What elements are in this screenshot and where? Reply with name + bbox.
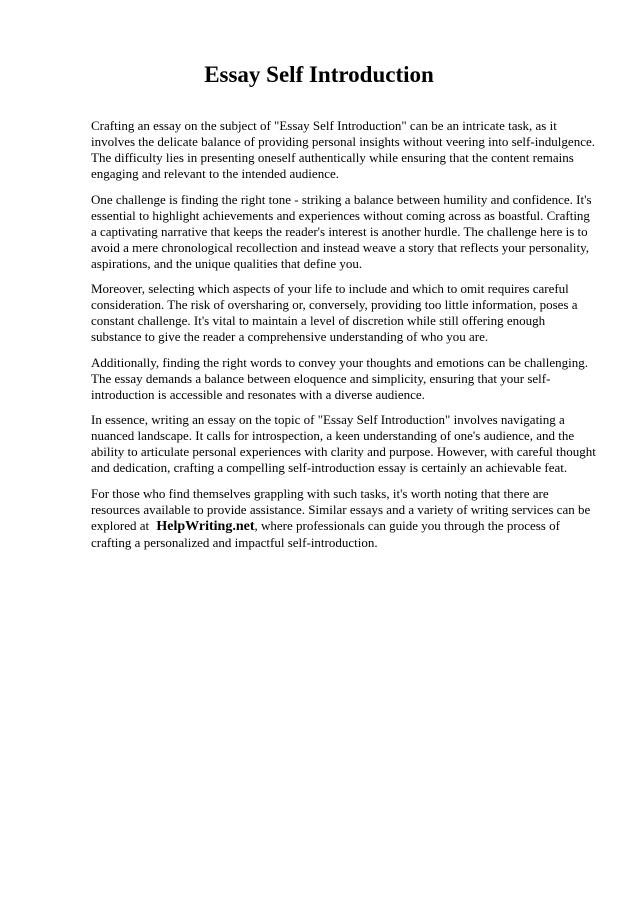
- paragraph-3: Moreover, selecting which aspects of your life to include and which to omit requires careful consideration. The risk of oversharing or, conversely, providing too little information, poses a constant challenge. It's vital to maintain a level of discretion while still offering enough substance to give the reader a comprehensive understanding of who you are.: [91, 281, 578, 344]
- document-body: [91, 118, 596, 560]
- paragraph-5: In essence, writing an essay on the topic of "Essay Self Introduction" involves navigating a nuanced landscape. It calls for introspection, a keen understanding of one's audience, and the ability to articulate personal experiences with clarity and purpose. However, with careful thought and dedication, crafting a compelling self-introduction essay is certainly an achievable feat.: [91, 412, 596, 475]
- paragraph-6-text-after-link: , where professionals can guide you through the process of crafting a personalized and impactful self-introduction.: [91, 517, 560, 550]
- helpwriting-link[interactable]: HelpWriting.net: [156, 518, 255, 534]
- paragraph-6-text-before-link: For those who find themselves grappling with such tasks, it's worth noting that there are resources available to provide assistance. Similar essays and a variety of writing services can be explored at: [91, 485, 591, 533]
- paragraph-2: One challenge is finding the right tone - striking a balance between humility and confidence. It's essential to highlight achievements and experiences without coming across as boastful. Crafting a captivating narrative that keeps the reader's interest is another hurdle. The challenge here is to avoid a mere chronological recollection and instead weave a story that reflects your personality, aspirations, and the unique qualities that define you.: [91, 191, 592, 271]
- paragraph-1: Crafting an essay on the subject of "Essay Self Introduction" can be an intricate task, as it involves the delicate balance of providing personal insights without veering into self-indulgence. The difficulty lies in presenting oneself authentically while ensuring that the content remains engaging and relevant to the intended audience.: [91, 118, 595, 181]
- paragraph-6: [91, 486, 596, 551]
- page-title: Essay Self Introduction: [204, 62, 434, 87]
- paragraph-4: Additionally, finding the right words to convey your thoughts and emotions can be challenging. The essay demands a balance between eloquence and simplicity, ensuring that your self-introduction is accessible and resonates with a diverse audience.: [91, 354, 589, 402]
